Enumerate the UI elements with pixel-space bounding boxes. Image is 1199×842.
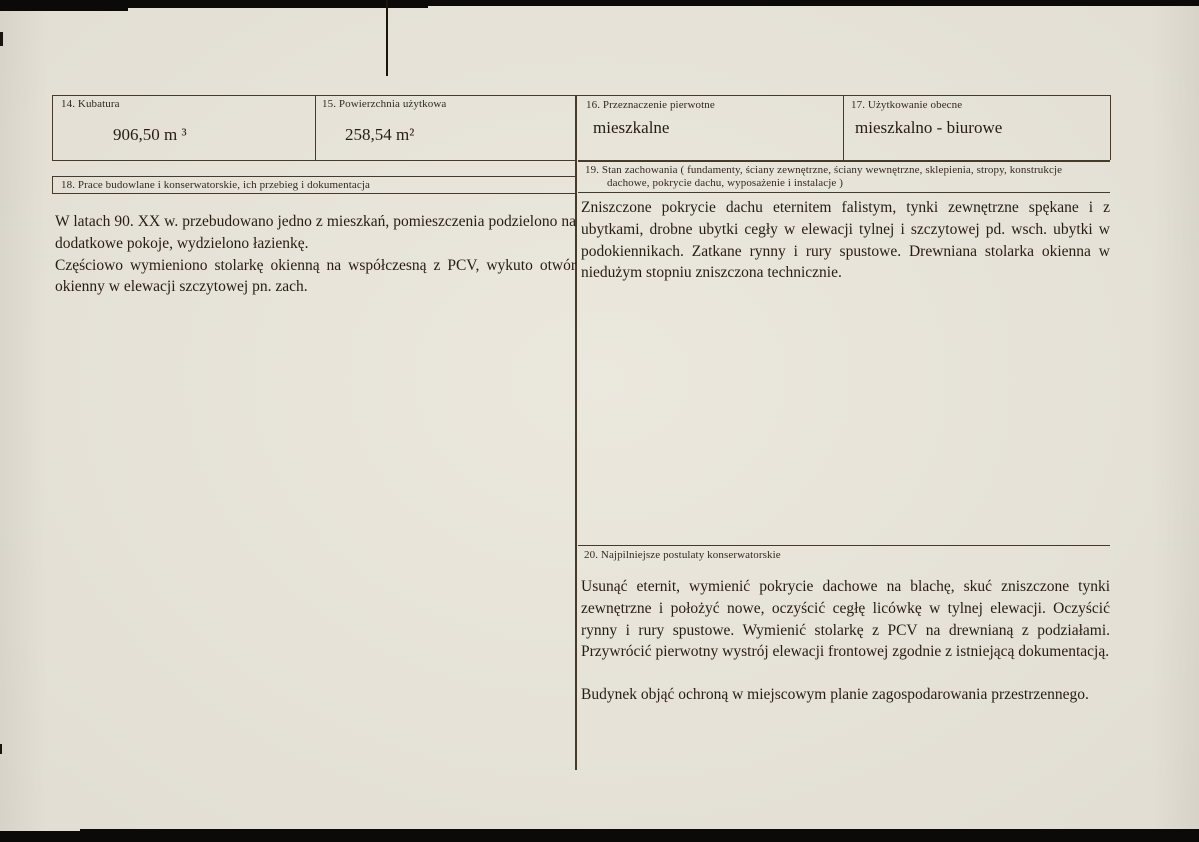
rule-top-row bbox=[52, 95, 1110, 96]
field-17-label: 17. Użytkowanie obecne bbox=[851, 99, 963, 111]
rule-right-row-bottom bbox=[578, 160, 1110, 162]
rule-18-header-left bbox=[52, 176, 53, 193]
section-18-body bbox=[55, 211, 576, 298]
section-18-header: 18. Prace budowlane i konserwatorskie, ich przebieg i dokumentacja bbox=[61, 179, 370, 191]
section-18-paragraph-1: W latach 90. XX w. przebudowano jedno z mieszkań, pomieszczenia podzielono na dodatkowe pokoje, wydzielono łazienkę. bbox=[55, 213, 576, 252]
rule-19-header-bottom bbox=[578, 192, 1110, 193]
section-19-header-line2: dachowe, pokrycie dachu, wyposażenie i instalacje ) bbox=[607, 177, 844, 189]
rule-right-box-right bbox=[1110, 95, 1111, 160]
field-15-value: 258,54 m² bbox=[345, 125, 415, 144]
rule-20-top bbox=[578, 545, 1110, 546]
field-17-value: mieszkalno - biurowe bbox=[855, 118, 1003, 137]
scan-bottom-edge-upper bbox=[80, 829, 1199, 832]
field-15-label: 15. Powierzchnia użytkowa bbox=[322, 98, 447, 110]
section-20-paragraph-2: Budynek objąć ochroną w miejscowym planie zagospodarowania przestrzennego. bbox=[581, 686, 1089, 704]
scan-bottom-edge bbox=[0, 831, 1199, 842]
registration-mark bbox=[386, 0, 388, 76]
field-14-label: 14. Kubatura bbox=[61, 98, 120, 110]
left-edge-mark-lower bbox=[0, 744, 2, 754]
scan-top-edge-mid bbox=[128, 0, 428, 8]
scan-top-edge-left-blob bbox=[0, 0, 128, 11]
section-20-header: 20. Najpilniejsze postulaty konserwatorskie bbox=[584, 549, 781, 561]
rule-left-box-left bbox=[52, 95, 53, 160]
section-20-paragraph-1: Usunąć eternit, wymienić pokrycie dachowe na blachę, skuć zniszczone tynki zewnętrzne i położyć nowe, oczyścić cegłę licówkę w tylnej elewacji. Oczyścić rynny i rury spustowe. Wymienić stolarkę z PCV na drewnianą z podziałami. Przywrócić pierwotny wystrój elewacji frontowej zgodnie z istniejącą dokumentacją. bbox=[581, 578, 1110, 661]
section-18-paragraph-2: Częściowo wymieniono stolarkę okienną na współczesną z PCV, wykuto otwór okienny w elewacji szczytowej pn. zach. bbox=[55, 256, 576, 296]
rule-16-17-divider bbox=[843, 95, 844, 160]
section-19-body: Zniszczone pokrycie dachu eternitem falistym, tynki zewnętrzne spękane i z ubytkami, drobne ubytki cegły w elewacji tylnej i szczytowej pd. wsch. ubytki w podokiennikach. Zatkane rynny i rury spustowe. Drewniana stolarka okienna w niedużym stopniu zniszczona technicznie. bbox=[581, 199, 1110, 282]
divider-vertical-main bbox=[575, 95, 577, 770]
left-edge-mark-upper bbox=[0, 32, 3, 46]
section-19-header bbox=[585, 164, 1107, 190]
field-14-value: 906,50 m ³ bbox=[113, 125, 187, 144]
rule-18-header-top bbox=[52, 176, 576, 177]
rule-18-header-bottom bbox=[52, 193, 576, 194]
section-20-body bbox=[581, 576, 1110, 706]
rule-14-15-divider bbox=[315, 95, 316, 160]
rule-left-row-bottom bbox=[52, 160, 576, 161]
field-16-label: 16. Przeznaczenie pierwotne bbox=[586, 99, 715, 111]
field-16-value: mieszkalne bbox=[593, 118, 670, 137]
section-19-header-line1: 19. Stan zachowania ( fundamenty, ściany zewnętrzne, ściany wewnętrzne, sklepienia, stropy, konstrukcje bbox=[585, 164, 1063, 176]
